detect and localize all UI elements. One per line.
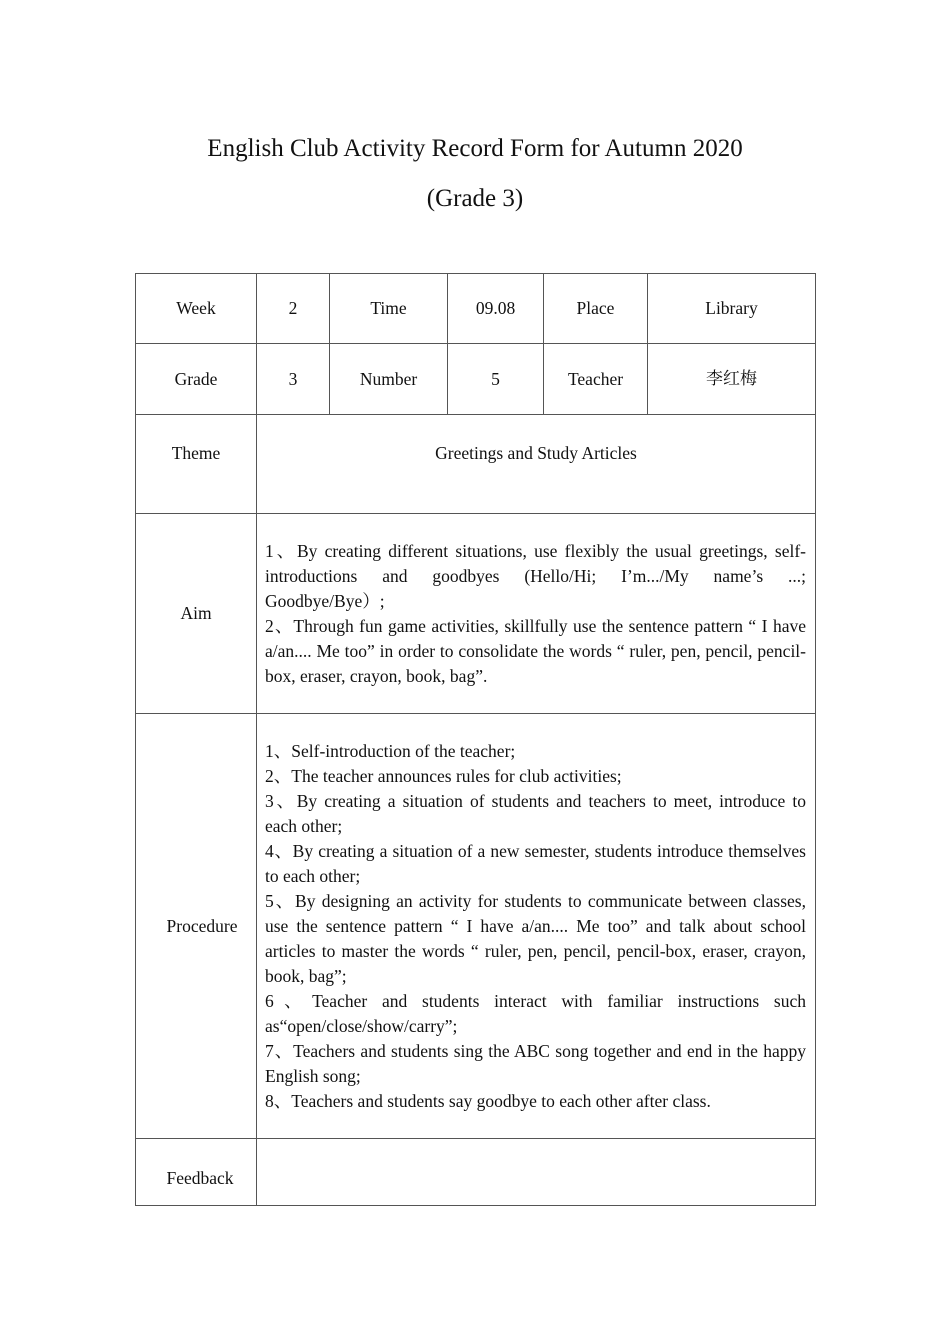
aim-item-1: 1、By creating different situations, use flexibly the usual greetings, self-introductions and goodbyes (Hello/Hi; I’m.../My name’s ...; Goodbye/Bye）; <box>265 540 806 611</box>
week-label: Week <box>136 274 257 344</box>
number-label: Number <box>330 344 448 415</box>
theme-row <box>136 415 816 514</box>
theme-label: Theme <box>136 415 257 514</box>
procedure-item-7: 7、Teachers and students sing the ABC song together and end in the happy English song; <box>265 1040 806 1086</box>
procedure-item-6: 6、Teacher and students interact with familiar instructions such as“open/close/show/carry”; <box>265 990 806 1036</box>
procedure-item-2: 2、The teacher announces rules for club activities; <box>265 765 622 786</box>
procedure-item-8: 8、Teachers and students say goodbye to each other after class. <box>265 1090 711 1111</box>
procedure-content <box>257 714 816 1139</box>
form-title: English Club Activity Record Form for Autumn 2020 <box>207 135 743 162</box>
aim-content <box>257 514 816 714</box>
procedure-row <box>136 714 816 1139</box>
aim-label: Aim <box>136 514 257 714</box>
procedure-label: Procedure <box>136 714 257 1139</box>
aim-row <box>136 514 816 714</box>
grade-value: 3 <box>257 344 330 415</box>
time-label: Time <box>330 274 448 344</box>
theme-value: Greetings and Study Articles <box>257 415 816 514</box>
info-row-2 <box>136 344 816 415</box>
teacher-label: Teacher <box>544 344 648 415</box>
feedback-value[interactable] <box>257 1139 816 1206</box>
aim-item-2: 2、Through fun game activities, skillfully use the sentence pattern “ I have a/an.... Me too” in order to consolidate the words “ ruler, pen, pencil, pencil-box, eraser, crayon, book, bag”. <box>265 615 806 686</box>
feedback-row <box>136 1139 816 1206</box>
procedure-item-5: 5、By designing an activity for students to communicate between classes, use the sentence pattern “ I have a/an.... Me too” and talk about school articles to master the words “ ruler, pen, pencil, pencil-box, eraser, crayon, book, bag”; <box>265 890 806 986</box>
place-label: Place <box>544 274 648 344</box>
feedback-label: Feedback <box>136 1139 257 1206</box>
week-value: 2 <box>257 274 330 344</box>
place-value: Library <box>648 274 816 344</box>
procedure-item-3: 3、By creating a situation of students and teachers to meet, introduce to each other; <box>265 790 806 836</box>
number-value: 5 <box>448 344 544 415</box>
time-value: 09.08 <box>448 274 544 344</box>
info-row-1 <box>136 274 816 344</box>
form-subtitle: (Grade 3) <box>426 185 524 212</box>
teacher-value: 李红梅 <box>648 344 816 415</box>
grade-label: Grade <box>136 344 257 415</box>
activity-record-table <box>135 273 816 1206</box>
procedure-item-4: 4、By creating a situation of a new semester, students introduce themselves to each other; <box>265 840 806 886</box>
procedure-item-1: 1、Self-introduction of the teacher; <box>265 740 516 761</box>
